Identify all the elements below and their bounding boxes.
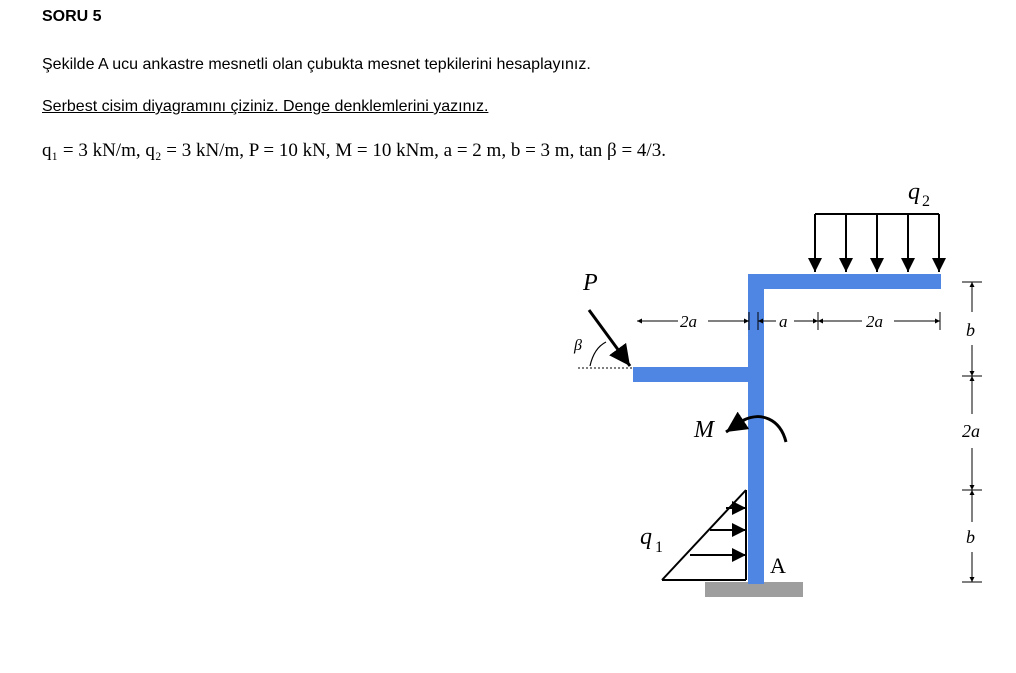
dim-a: a (779, 312, 788, 331)
problem-title: SORU 5 (42, 8, 102, 25)
beta-label: β (574, 337, 582, 354)
force-p-arrow (589, 310, 630, 366)
moment-m-label: M (694, 417, 714, 443)
dim-b-bottom: b (966, 527, 975, 547)
q2-distributed-load (815, 214, 939, 272)
dim-2a-right: 2a (866, 312, 883, 331)
dim-2a-vertical: 2a (962, 421, 980, 441)
problem-parameters: q₁ = 3 kN/m, q₂ = 3 kN/m, P = 10 kN, M = 10 kNm, a = 2 m, b = 3 m, tan β = 4/3. (42, 140, 666, 161)
q2-label: q (908, 179, 920, 205)
left-arm (633, 367, 758, 382)
problem-prompt: Şekilde A ucu ankastre mesnetli olan çubukta mesnet tepkilerini hesaplayınız. (42, 56, 591, 73)
q1-label: q (640, 524, 652, 550)
force-p-label: P (583, 270, 598, 296)
q1-subscript: 1 (655, 539, 663, 556)
beta-angle-arc (590, 342, 606, 366)
dim-b-top: b (966, 320, 975, 340)
q1-triangular-load (662, 490, 746, 580)
dim-2a-left: 2a (680, 312, 697, 331)
q2-subscript: 2 (922, 193, 930, 210)
top-beam (748, 274, 941, 289)
support-a-label: A (770, 553, 786, 578)
problem-task: Serbest cisim diyagramını çiziniz. Denge denklemlerini yazınız. (42, 98, 489, 115)
fixed-support (705, 582, 803, 597)
